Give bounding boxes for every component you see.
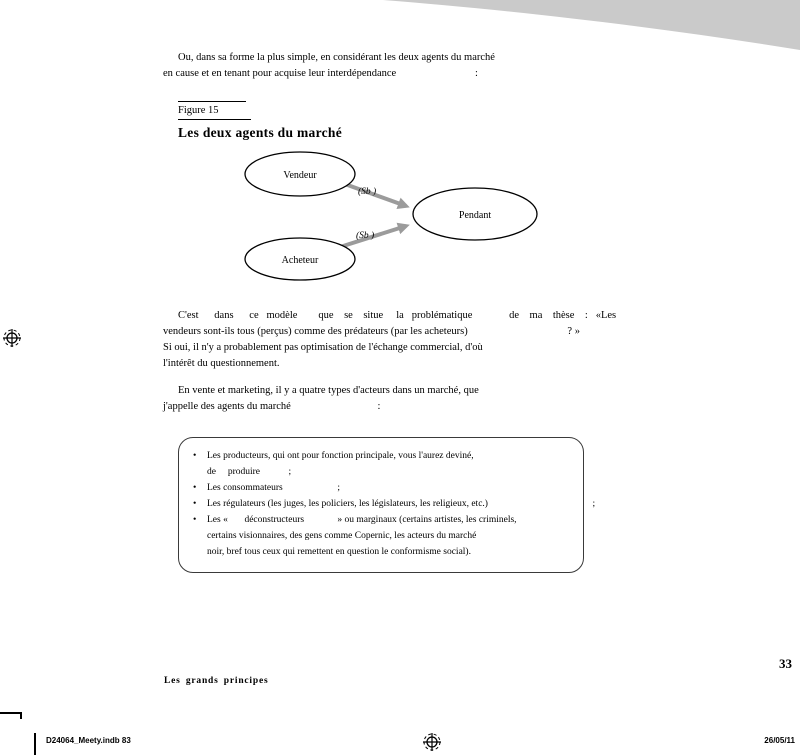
list-item	[193, 496, 596, 512]
thesis-line-4: l'intérêt du questionnement.	[163, 358, 280, 369]
thesis-line-3: Si oui, il n'y a probablement pas optimisation de l'échange commercial, d'où	[163, 342, 483, 353]
intro-line-2: en cause et en tenant pour acquise leur interdépendance :	[163, 68, 478, 79]
producteurs-line-2: de produire ;	[207, 467, 292, 477]
bullet-icon: •	[193, 499, 197, 509]
figure-label-text: Figure 15	[178, 105, 219, 116]
list-item	[193, 480, 569, 496]
deconstructeurs-line-1: Les « déconstructeurs » ou marginaux (certains artistes, les criminels,	[207, 515, 517, 525]
bullet-icon: •	[193, 451, 197, 461]
agents-list-box	[178, 437, 596, 573]
types-line-2: j'appelle des agents du marché :	[163, 401, 381, 412]
thesis-paragraph	[163, 308, 616, 372]
deconstructeurs-line-2: certains visionnaires, des gens comme Copernic, les acteurs du marché	[207, 531, 477, 541]
producteurs-line-1: Les producteurs, qui ont pour fonction principale, vous l'aurez deviné,	[207, 451, 474, 461]
four-types-paragraph	[163, 383, 479, 415]
arrow-label-top: (Sb )	[358, 187, 377, 197]
regulateurs-line: Les régulateurs (les juges, les policiers, les législateurs, les religieux, etc.) ;	[207, 499, 596, 509]
consommateurs-line: Les consommateurs ;	[207, 483, 340, 493]
crop-mark	[20, 712, 22, 719]
registration-mark-icon	[422, 732, 442, 752]
market-agents-diagram	[230, 146, 570, 294]
pendant-label: Pendant	[458, 210, 492, 221]
slug-filename: D24064_Meety.indb 83	[46, 736, 131, 745]
slug-date: 26/05/11	[764, 736, 795, 745]
thesis-line-2: vendeurs sont-ils tous (perçus) comme des prédateurs (par les acheteurs) ? »	[163, 326, 580, 337]
crop-mark	[34, 733, 36, 755]
registration-mark-icon	[2, 328, 22, 348]
arrow-label-bottom: (Sb )	[356, 231, 375, 241]
page-number: 33	[779, 656, 792, 671]
list-item	[193, 448, 569, 480]
figure-label-rule-bottom	[178, 119, 251, 120]
running-footer: Les grands principes	[164, 676, 269, 686]
crop-mark	[0, 712, 21, 714]
deconstructeurs-line-3: noir, bref tous ceux qui remettent en question le conformisme social).	[207, 547, 471, 557]
vendeur-label: Vendeur	[283, 170, 317, 181]
bullet-icon: •	[193, 515, 197, 525]
thesis-line-1: C'est dans ce modèle que se situe la problématique de ma thèse : «Les	[178, 310, 617, 321]
figure-title: Les deux agents du marché	[178, 125, 343, 140]
intro-line-1: Ou, dans sa forme la plus simple, en considérant les deux agents du marché	[178, 52, 495, 63]
types-line-1: En vente et marketing, il y a quatre types d'acteurs dans un marché, que	[178, 385, 479, 396]
bullet-icon: •	[193, 483, 197, 493]
intro-paragraph	[163, 50, 495, 82]
list-item	[193, 512, 569, 560]
figure-label	[178, 101, 251, 120]
acheteur-label: Acheteur	[281, 255, 319, 266]
